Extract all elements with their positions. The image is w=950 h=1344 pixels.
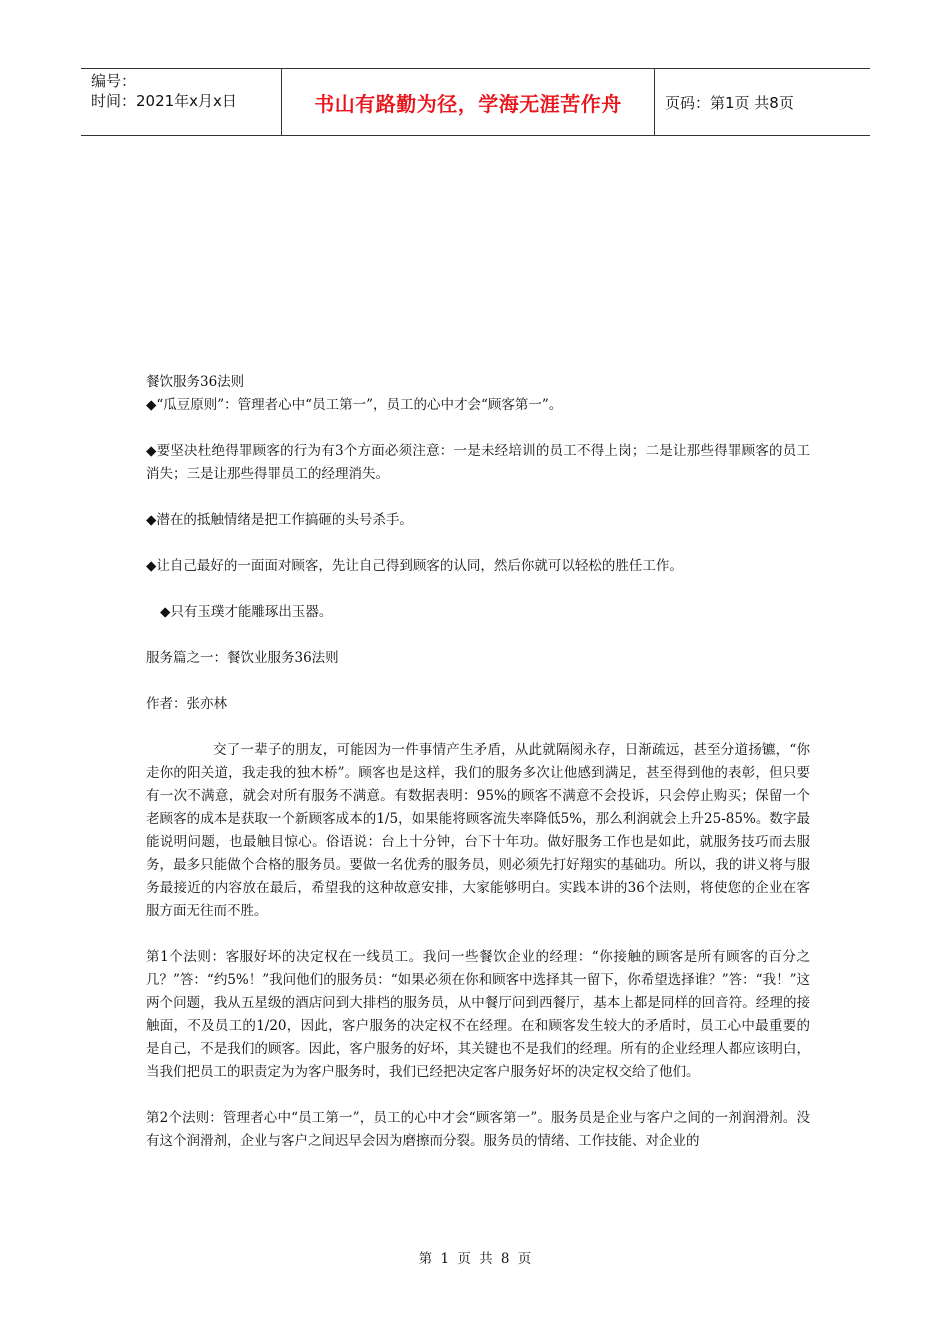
page-header (81, 68, 870, 136)
paragraph: ◆要坚决杜绝得罪顾客的行为有3个方面必须注意：一是未经培训的员工不得上岗；二是让那些得罪顾客的员工消失；三是让那些得罪员工的经理消失。 (146, 443, 810, 482)
paragraph: ◆让自己最好的一面面对顾客，先让自己得到顾客的认同，然后你就可以轻松的胜任工作。 (146, 558, 683, 574)
paragraph: 第2个法则：管理者心中“员工第一”，员工的心中才会“顾客第一”。服务员是企业与客户之间的一剂润滑剂。没有这个润滑剂，企业与客户之间迟早会因为磨擦而分裂。服务员的情绪、工作技能、对企业的 (146, 1110, 810, 1149)
paragraph: 交了一辈子的朋友，可能因为一件事情产生矛盾，从此就隔阂永存，日渐疏远，甚至分道扬镳，“你走你的阳关道，我走我的独木桥”。顾客也是这样，我们的服务多次让他感到满足，甚至得到他的表彰，但只要有一次不满意，就会对所有服务不满意。有数据表明：95%的顾客不满意不会投诉，只会停止购买；保留一个老顾客的成本是获取一个新顾客成本的1/5，如果能将顾客流失率降低5%，那么利润就会上升25-85%。数字最能说明问题，也最触目惊心。俗语说：台上十分钟，台下十年功。做好服务工作也是如此，就服务技巧而去服务，最多只能做个合格的服务员。要做一名优秀的服务员，则必须先打好翔实的基础功。所以，我的讲义将与服务最接近的内容放在最后，希望我的这种故意安排，大家能够明白。实践本讲的36个法则，将使您的企业在客服方面无往而不胜。 (146, 742, 810, 919)
document-number-label: 编号： (91, 72, 137, 90)
page-footer: 第 1 页 共 8 页 (418, 1251, 532, 1267)
header-motto: 书山有路勤为径，学海无涯苦作舟 (282, 69, 655, 135)
header-page-info: 页码：第1页 共8页 (665, 93, 794, 112)
header-meta (81, 69, 282, 135)
document-title: 餐饮服务36法则 (146, 374, 245, 390)
document-body (146, 371, 810, 1153)
author-line: 作者：张亦林 (146, 696, 227, 712)
paragraph: ◆潜在的抵触情绪是把工作搞砸的头号杀手。 (146, 512, 413, 528)
paragraph: ◆“瓜豆原则”：管理者心中“员工第一”，员工的心中才会“顾客第一”。 (146, 397, 563, 413)
paragraph: ◆只有玉璞才能雕琢出玉器。 (160, 604, 333, 620)
section-heading: 服务篇之一：餐饮业服务36法则 (146, 650, 339, 666)
document-date-label: 时间：2021年x月x日 (91, 92, 237, 110)
paragraph: 第1个法则：客服好坏的决定权在一线员工。我问一些餐饮企业的经理：“你接触的顾客是所有顾客的百分之几？”答：“约5%！”我问他们的服务员：“如果必须在你和顾客中选择其一留下，你希望选择谁？”答：“我！”这两个问题，我从五星级的酒店问到大排档的服务员，从中餐厅问到西餐厅，基本上都是同样的回音符。经理的接触面，不及员工的1/20，因此，客户服务的决定权不在经理。在和顾客发生较大的矛盾时，员工心中最重要的是自己，不是我们的顾客。因此，客户服务的好坏，其关键也不是我们的经理。所有的企业经理人都应该明白，当我们把员工的职责定为为客户服务时，我们已经把决定客户服务好坏的决定权交给了他们。 (146, 949, 810, 1080)
